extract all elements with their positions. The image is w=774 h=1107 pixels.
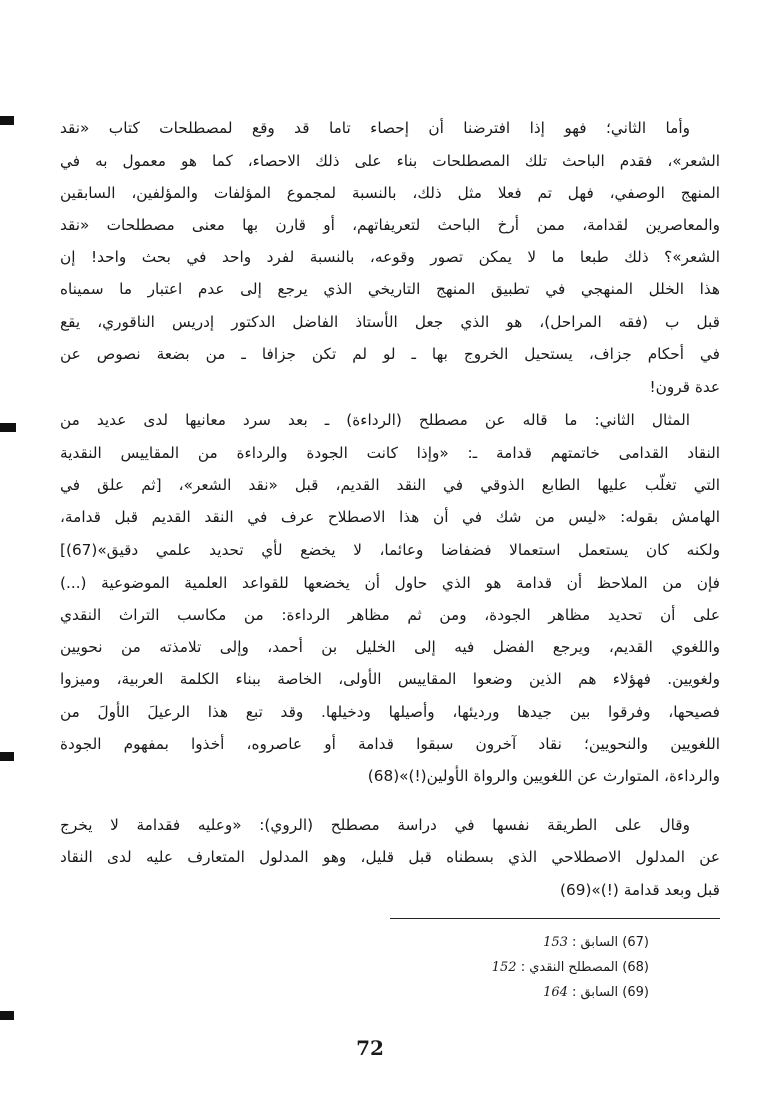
text-line: على أن تحديد مظاهر الجودة، ومن ثم مظاهر الرداءة: من مكاسب التراث النقدي	[60, 606, 720, 624]
footnote	[543, 982, 649, 1004]
text-line: ولكنه كان يستعمل استعمالا فضفاضا وعائما، لا يخضع لأي تحديد علمي دقيق»(67)]	[60, 541, 720, 559]
text-line: والرداءة، المتوارث عن اللغويين والرواة الأولين(!)»(68)	[367, 767, 720, 785]
page-number: 72	[356, 1036, 384, 1060]
text-line: ولغويين. فهؤلاء هم الذين وضعوا المقاييس الأولى، الخاصة ببناء الكلمة العربية، وميزوا	[60, 670, 720, 688]
footnote-rule	[390, 918, 720, 919]
footnote-page: 153	[543, 935, 568, 950]
text-line: المنهج الوصفي، فهل تم فعلا مثل ذلك، بالنسبة لمجموع المؤلفات والمؤلفين، السابقين	[60, 184, 720, 202]
text-line: هذا الخلل المنهجي في تطبيق المنهج التاريخي الذي يرجع إلى عدم اعتبار ما سميناه	[60, 280, 720, 298]
text-line: قبل ب (فقه المراحل)، هو الذي جعل الأستاذ الفاضل الدكتور إدريس الناقوري، يقع	[60, 313, 720, 331]
text-line: التي تغلّب عليها الطابع الذوقي في النقد القديم، قبل «نقد الشعر»، [ثم علق في	[60, 476, 720, 494]
edge-mark	[0, 1011, 14, 1020]
text-line: وقال على الطريقة نفسها في دراسة مصطلح (الروي): «وعليه فقدامة لا يخرج	[60, 816, 690, 834]
text-line: في أحكام جزاف، يستحيل الخروج بها ـ لو لم تكن جزافا ـ من بضعة نصوص عن	[60, 345, 720, 363]
text-line: الشعر»؟ ذلك طبعا ما لا يمكن تصور وقوعه، بالنسبة لفرد واحد في بحث واحد! إن	[60, 248, 720, 266]
text-line: الهامش بقوله: «ليس من شك في أن هذا الاصطلاح عرف في النقد القديم قبل قدامة،	[60, 508, 720, 526]
text-line: قبل وبعد قدامة (!)»(69)	[560, 881, 720, 899]
text-line: الشعر»، فقدم الباحث تلك المصطلحات بناء على ذلك الاحصاء، كما هو معمول به في	[60, 152, 720, 170]
text-line: فإن من الملاحظ أن قدامة هو الذي حاول أن يخضعها للقواعد العلمية الموضوعية (...)	[60, 574, 720, 592]
text-line: فصيحها، وفرقوا بين جيدها ورديئها، وأصيلها ودخيلها. وقد تبع هذا الرعيلَ الأولَ من	[60, 703, 720, 721]
footnote-source: السابق :	[572, 935, 619, 950]
text-line: واللغوي القديم، ويرجع الفضل فيه إلى الخليل بن أحمد، وإلى تلامذته من نحويين	[60, 638, 720, 656]
footnote-source: المصطلح النقدي :	[520, 960, 619, 975]
footnote-page: 152	[491, 960, 517, 975]
footnote-mark: (69)	[622, 985, 649, 1000]
text-line: المثال الثاني: ما قاله عن مصطلح (الرداءة) ـ بعد سرد معانيها لدى عديد من	[60, 411, 690, 429]
text-line: عدة قرون!	[649, 378, 720, 396]
text-line: اللغويين والنحويين؛ نقاد آخرون سبقوا قدامة أو عاصروه، أخذوا بمفهوم الجودة	[60, 735, 720, 753]
footnote-page: 164	[543, 985, 568, 1000]
footnote-source: السابق :	[572, 985, 619, 1000]
text-line: عن المدلول الاصطلاحي الذي بسطناه قبل قليل، وهو المدلول المتعارف عليه لدى النقاد	[60, 848, 720, 866]
footnote-mark: (68)	[622, 960, 649, 975]
text-line: وأما الثاني؛ فهو إذا افترضنا أن إحصاء تاما قد وقع لمصطلحات كتاب «نقد	[60, 119, 690, 137]
footnote	[543, 932, 649, 954]
text-line: والمعاصرين لقدامة، ممن أرخ الباحث لتعريفاتهم، أو قارن بها معنى مصطلحات «نقد	[60, 216, 720, 234]
edge-mark	[0, 423, 16, 432]
edge-mark	[0, 752, 14, 761]
footnote	[492, 957, 649, 979]
text-line: النقاد القدامى خاتمتهم قدامة ـ: «وإذا كانت الجودة والرداءة من المقاييس النقدية	[60, 444, 720, 462]
edge-mark	[0, 116, 14, 125]
footnote-mark: (67)	[622, 935, 649, 950]
